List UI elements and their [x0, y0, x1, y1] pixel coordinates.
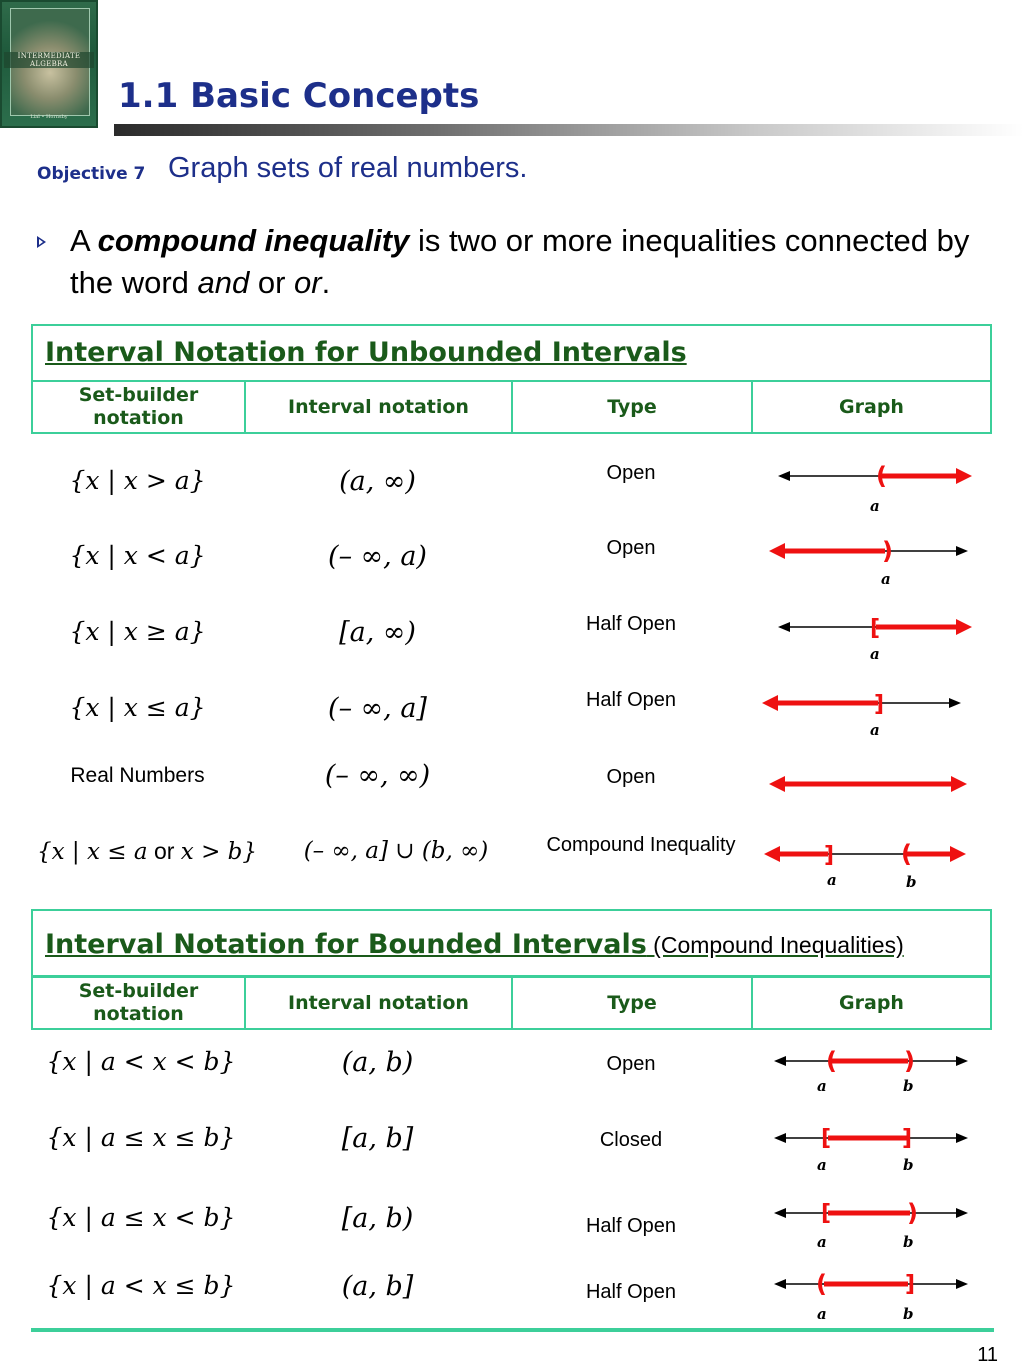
bullet-word-and: and [197, 265, 250, 300]
right-arrow-icon [956, 619, 972, 635]
bullet-word-or: or [294, 265, 322, 300]
objective-text: Graph sets of real numbers. [168, 152, 528, 184]
setbuilder-cell: Real Numbers [70, 764, 205, 787]
close-paren-icon: ) [904, 1047, 915, 1075]
bullet-connector: or [249, 265, 295, 300]
left-arrow-icon [762, 695, 778, 711]
objective-label: Objective 7 [37, 164, 146, 184]
number-line-svg [765, 537, 975, 597]
number-line-graph [758, 689, 968, 749]
book-authors: Lial • Hornsby [30, 114, 68, 120]
type-cell: Open [606, 766, 656, 788]
close-paren-icon: ) [907, 1199, 918, 1227]
bullet-prefix: A [70, 223, 98, 258]
number-line-graph [770, 1124, 980, 1179]
bullet-text [70, 220, 970, 304]
unbounded-title: Interval Notation for Unbounded Intervals [45, 337, 687, 368]
left-arrow-icon [774, 1056, 786, 1066]
book-cover-image [0, 0, 98, 128]
bounded-title-text: Interval Notation for Bounded Intervals [45, 929, 647, 960]
number-line-graph [765, 770, 975, 800]
number-line-svg [770, 462, 980, 522]
bounded-subtitle: (Compound Inequalities) [646, 932, 904, 958]
header-interval: Interval notation [246, 978, 513, 1028]
page-number: 11 [977, 1344, 998, 1365]
type-cell: Half Open [585, 613, 677, 635]
point-label: b [903, 1305, 914, 1323]
point-label: b [903, 1077, 914, 1095]
open-bracket-icon: ( [901, 840, 912, 868]
left-arrow-icon [778, 471, 790, 481]
number-line-graph [770, 1199, 980, 1254]
number-line-svg [770, 613, 980, 673]
title-gradient-bar [114, 124, 1024, 136]
setbuilder-part-b: x > b} [180, 839, 258, 865]
left-arrow-icon [769, 776, 785, 792]
open-bracket-icon: ( [876, 462, 887, 490]
header-type: Type [513, 978, 753, 1028]
right-arrow-icon [956, 546, 968, 556]
type-cell: Open [606, 537, 656, 559]
interval-cell: (– ∞, a] ∪ (b, ∞) [303, 838, 489, 864]
type-cell: Compound Inequality [546, 834, 736, 856]
setbuilder-cell: {x | x < a} [69, 541, 206, 570]
point-label: a [817, 1233, 827, 1251]
left-arrow-icon [764, 846, 780, 862]
close-paren-icon: ) [882, 537, 893, 565]
number-line-svg [770, 1199, 980, 1254]
point-label: a [827, 871, 837, 889]
closed-bracket-icon: ] [905, 1272, 916, 1297]
header-graph: Graph [839, 991, 904, 1014]
point-label: b [906, 873, 917, 891]
left-arrow-icon [774, 1208, 786, 1218]
point-label: b [903, 1156, 914, 1174]
type-cell: Open [606, 1053, 656, 1075]
number-line-graph [770, 462, 980, 522]
setbuilder-cell: {x | a < x ≤ b} [46, 1271, 236, 1300]
left-arrow-icon [774, 1133, 786, 1143]
setbuilder-part-a: {x | x ≤ a [37, 839, 148, 865]
point-label: a [817, 1305, 827, 1323]
bullet-end: . [321, 265, 331, 300]
point-label: a [870, 645, 880, 663]
book-title: INTERMEDIATE ALGEBRA [4, 52, 94, 68]
interval-cell: [a, ∞) [339, 617, 416, 648]
header-setbuilder: Set-builder notation [33, 978, 246, 1028]
number-line-svg [770, 1047, 980, 1102]
number-line-svg [770, 1124, 980, 1179]
unbounded-header-row [31, 380, 992, 434]
number-line-svg [765, 770, 975, 800]
setbuilder-cell: {x | a < x < b} [46, 1047, 236, 1076]
interval-cell: (– ∞, a) [328, 541, 427, 572]
number-line-graph [770, 613, 980, 673]
page-title: 1.1 Basic Concepts [118, 76, 480, 116]
number-line-svg [760, 840, 975, 895]
left-arrow-icon [778, 622, 790, 632]
bullet-arrow-icon [37, 236, 46, 248]
type-cell: Open [606, 462, 656, 484]
number-line-graph [770, 1270, 980, 1325]
right-arrow-icon [950, 846, 966, 862]
point-label: b [903, 1233, 914, 1251]
point-label: a [870, 497, 880, 515]
bounded-header-row [31, 976, 992, 1030]
header-type: Type [513, 382, 753, 432]
type-cell: Half Open [585, 689, 677, 711]
closed-bracket-icon: ] [824, 843, 835, 868]
interval-cell: [a, b) [341, 1203, 414, 1234]
header-graph: Graph [839, 395, 904, 418]
point-label: a [817, 1156, 827, 1174]
setbuilder-cell [37, 838, 299, 865]
right-arrow-icon [951, 776, 967, 792]
closed-bracket-icon: ] [902, 1126, 913, 1151]
setbuilder-cell: {x | x > a} [69, 466, 206, 495]
open-bracket-icon: ( [816, 1270, 827, 1298]
point-label: a [817, 1077, 827, 1095]
closed-bracket-icon: [ [821, 1201, 832, 1226]
number-line-svg [770, 1270, 980, 1325]
setbuilder-cell: {x | a ≤ x ≤ b} [46, 1123, 236, 1152]
interval-cell: (a, ∞) [339, 466, 416, 497]
number-line-svg [758, 689, 968, 749]
point-label: a [881, 570, 891, 588]
number-line-graph [760, 840, 975, 895]
number-line-graph [770, 1047, 980, 1102]
interval-cell: [a, b] [341, 1123, 414, 1154]
setbuilder-cell: {x | x ≥ a} [69, 617, 206, 646]
footer-divider [31, 1328, 994, 1332]
closed-bracket-icon: [ [821, 1126, 832, 1151]
right-arrow-icon [956, 1133, 968, 1143]
number-line-graph [765, 537, 975, 597]
interval-cell: (– ∞, ∞) [324, 760, 431, 791]
bullet-middle: is two or more inequalities connected by the word [70, 223, 970, 300]
bounded-title [45, 929, 904, 960]
closed-bracket-icon: ] [874, 692, 885, 717]
open-bracket-icon: ( [826, 1047, 837, 1075]
type-cell: Closed [599, 1129, 663, 1151]
right-arrow-icon [956, 1056, 968, 1066]
right-arrow-icon [956, 1279, 968, 1289]
left-arrow-icon [769, 543, 785, 559]
header-interval: Interval notation [246, 382, 513, 432]
type-cell: Half Open [585, 1215, 677, 1237]
type-cell: Half Open [585, 1281, 677, 1303]
right-arrow-icon [956, 468, 972, 484]
right-arrow-icon [956, 1208, 968, 1218]
closed-bracket-icon: [ [870, 616, 881, 641]
bullet-term: compound inequality [97, 223, 410, 258]
header-setbuilder: Set-builder notation [33, 382, 246, 432]
setbuilder-cell: {x | a ≤ x < b} [46, 1203, 236, 1232]
right-arrow-icon [949, 698, 961, 708]
point-label: a [870, 721, 880, 739]
interval-cell: (a, b] [341, 1271, 414, 1302]
interval-cell: (– ∞, a] [328, 693, 427, 724]
setbuilder-or: or [147, 838, 181, 864]
interval-cell: (a, b) [341, 1047, 414, 1078]
setbuilder-cell: {x | x ≤ a} [69, 693, 206, 722]
left-arrow-icon [774, 1279, 786, 1289]
